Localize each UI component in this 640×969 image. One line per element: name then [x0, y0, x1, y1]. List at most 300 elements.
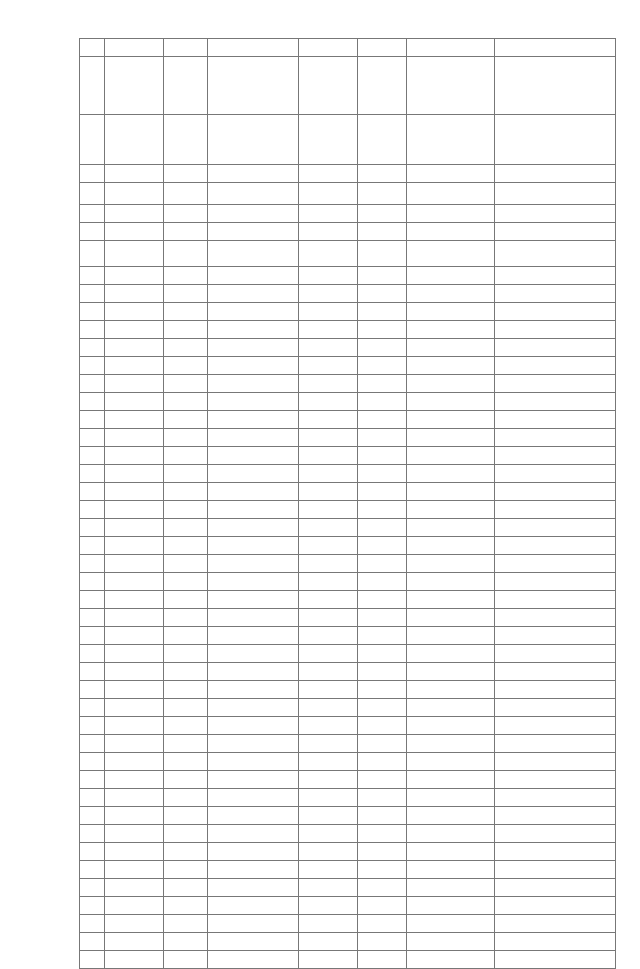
category-cell: [208, 861, 299, 879]
factor-cell: [407, 897, 495, 915]
factor-cell: [407, 223, 495, 241]
purpose-cell: [299, 115, 358, 165]
category-cell: [208, 843, 299, 861]
purpose-cell: [299, 573, 358, 591]
address-cell: [164, 753, 208, 771]
row-number: [80, 735, 105, 753]
purpose-cell: [299, 183, 358, 205]
area-cell: [358, 357, 407, 375]
area-cell: [358, 609, 407, 627]
factor-cell: [407, 465, 495, 483]
table-row: [80, 951, 616, 969]
table-row: [80, 303, 616, 321]
area-cell: [358, 57, 407, 115]
row-number: [80, 57, 105, 115]
cadastral-number: [105, 411, 164, 429]
category-cell: [208, 537, 299, 555]
value-cell: [495, 465, 616, 483]
area-cell: [358, 321, 407, 339]
factor-cell: [407, 357, 495, 375]
factor-cell: [407, 717, 495, 735]
address-cell: [164, 465, 208, 483]
value-cell: [495, 897, 616, 915]
purpose-cell: [299, 357, 358, 375]
value-cell: [495, 483, 616, 501]
category-cell: [208, 609, 299, 627]
factor-cell: [407, 807, 495, 825]
factor-cell: [407, 411, 495, 429]
area-cell: [358, 843, 407, 861]
row-number: [80, 951, 105, 969]
address-cell: [164, 807, 208, 825]
area-cell: [358, 591, 407, 609]
table-row: [80, 165, 616, 183]
purpose-cell: [299, 267, 358, 285]
row-number: [80, 897, 105, 915]
table-row: [80, 537, 616, 555]
purpose-cell: [299, 753, 358, 771]
purpose-cell: [299, 241, 358, 267]
category-cell: [208, 339, 299, 357]
table-row: [80, 393, 616, 411]
value-cell: [495, 267, 616, 285]
table-row: [80, 205, 616, 223]
value-cell: [495, 39, 616, 57]
cadastral-number: [105, 735, 164, 753]
purpose-cell: [299, 681, 358, 699]
area-cell: [358, 717, 407, 735]
category-cell: [208, 411, 299, 429]
row-number: [80, 771, 105, 789]
cadastral-number: [105, 57, 164, 115]
purpose-cell: [299, 699, 358, 717]
category-cell: [208, 357, 299, 375]
table-row: [80, 771, 616, 789]
cadastral-number: [105, 645, 164, 663]
table-row: [80, 897, 616, 915]
purpose-cell: [299, 717, 358, 735]
area-cell: [358, 897, 407, 915]
category-cell: [208, 897, 299, 915]
table-row: [80, 267, 616, 285]
address-cell: [164, 375, 208, 393]
cadastral-number: [105, 663, 164, 681]
purpose-cell: [299, 825, 358, 843]
cadastral-number: [105, 627, 164, 645]
address-cell: [164, 681, 208, 699]
value-cell: [495, 573, 616, 591]
category-cell: [208, 57, 299, 115]
area-cell: [358, 375, 407, 393]
cadastral-number: [105, 39, 164, 57]
factor-cell: [407, 519, 495, 537]
purpose-cell: [299, 879, 358, 897]
land-plot-table: [79, 38, 616, 969]
value-cell: [495, 165, 616, 183]
value-cell: [495, 735, 616, 753]
factor-cell: [407, 789, 495, 807]
area-cell: [358, 861, 407, 879]
row-number: [80, 933, 105, 951]
row-number: [80, 465, 105, 483]
category-cell: [208, 223, 299, 241]
factor-cell: [407, 681, 495, 699]
table-row: [80, 717, 616, 735]
category-cell: [208, 165, 299, 183]
factor-cell: [407, 57, 495, 115]
category-cell: [208, 241, 299, 267]
row-number: [80, 519, 105, 537]
row-number: [80, 537, 105, 555]
address-cell: [164, 861, 208, 879]
category-cell: [208, 627, 299, 645]
factor-cell: [407, 303, 495, 321]
purpose-cell: [299, 483, 358, 501]
category-cell: [208, 753, 299, 771]
table-row: [80, 879, 616, 897]
value-cell: [495, 627, 616, 645]
category-cell: [208, 285, 299, 303]
area-cell: [358, 699, 407, 717]
cadastral-number: [105, 933, 164, 951]
cadastral-number: [105, 267, 164, 285]
row-number: [80, 321, 105, 339]
area-cell: [358, 393, 407, 411]
table-row: [80, 241, 616, 267]
purpose-cell: [299, 285, 358, 303]
purpose-cell: [299, 321, 358, 339]
address-cell: [164, 609, 208, 627]
category-cell: [208, 321, 299, 339]
factor-cell: [407, 241, 495, 267]
purpose-cell: [299, 223, 358, 241]
purpose-cell: [299, 429, 358, 447]
address-cell: [164, 205, 208, 223]
value-cell: [495, 825, 616, 843]
value-cell: [495, 951, 616, 969]
address-cell: [164, 165, 208, 183]
purpose-cell: [299, 205, 358, 223]
row-number: [80, 183, 105, 205]
table-row: [80, 483, 616, 501]
table-row: [80, 591, 616, 609]
cadastral-number: [105, 555, 164, 573]
purpose-cell: [299, 915, 358, 933]
category-cell: [208, 591, 299, 609]
purpose-cell: [299, 735, 358, 753]
cadastral-number: [105, 241, 164, 267]
row-number: [80, 165, 105, 183]
factor-cell: [407, 321, 495, 339]
row-number: [80, 241, 105, 267]
value-cell: [495, 717, 616, 735]
category-cell: [208, 789, 299, 807]
row-number: [80, 411, 105, 429]
value-cell: [495, 285, 616, 303]
value-cell: [495, 555, 616, 573]
area-cell: [358, 555, 407, 573]
value-cell: [495, 339, 616, 357]
cadastral-number: [105, 465, 164, 483]
category-cell: [208, 375, 299, 393]
area-cell: [358, 205, 407, 223]
address-cell: [164, 447, 208, 465]
address-cell: [164, 879, 208, 897]
table-row: [80, 465, 616, 483]
table-row: [80, 39, 616, 57]
value-cell: [495, 699, 616, 717]
cadastral-number: [105, 339, 164, 357]
factor-cell: [407, 165, 495, 183]
purpose-cell: [299, 609, 358, 627]
area-cell: [358, 663, 407, 681]
address-cell: [164, 735, 208, 753]
purpose-cell: [299, 807, 358, 825]
cadastral-number: [105, 717, 164, 735]
factor-cell: [407, 339, 495, 357]
row-number: [80, 609, 105, 627]
value-cell: [495, 429, 616, 447]
address-cell: [164, 645, 208, 663]
address-cell: [164, 39, 208, 57]
address-cell: [164, 303, 208, 321]
table-row: [80, 411, 616, 429]
factor-cell: [407, 933, 495, 951]
cadastral-number: [105, 357, 164, 375]
category-cell: [208, 681, 299, 699]
area-cell: [358, 267, 407, 285]
row-number: [80, 555, 105, 573]
area-cell: [358, 771, 407, 789]
category-cell: [208, 915, 299, 933]
factor-cell: [407, 483, 495, 501]
category-cell: [208, 807, 299, 825]
factor-cell: [407, 555, 495, 573]
area-cell: [358, 753, 407, 771]
purpose-cell: [299, 465, 358, 483]
purpose-cell: [299, 789, 358, 807]
cadastral-number: [105, 223, 164, 241]
cadastral-number: [105, 321, 164, 339]
value-cell: [495, 205, 616, 223]
purpose-cell: [299, 951, 358, 969]
purpose-cell: [299, 39, 358, 57]
address-cell: [164, 411, 208, 429]
table-row: [80, 825, 616, 843]
factor-cell: [407, 771, 495, 789]
address-cell: [164, 897, 208, 915]
purpose-cell: [299, 165, 358, 183]
purpose-cell: [299, 771, 358, 789]
row-number: [80, 807, 105, 825]
address-cell: [164, 393, 208, 411]
value-cell: [495, 57, 616, 115]
table-row: [80, 699, 616, 717]
row-number: [80, 879, 105, 897]
factor-cell: [407, 393, 495, 411]
address-cell: [164, 591, 208, 609]
address-cell: [164, 627, 208, 645]
category-cell: [208, 717, 299, 735]
cadastral-number: [105, 501, 164, 519]
row-number: [80, 717, 105, 735]
purpose-cell: [299, 933, 358, 951]
category-cell: [208, 519, 299, 537]
row-number: [80, 375, 105, 393]
factor-cell: [407, 537, 495, 555]
cadastral-number: [105, 115, 164, 165]
table-row: [80, 223, 616, 241]
area-cell: [358, 879, 407, 897]
purpose-cell: [299, 519, 358, 537]
value-cell: [495, 663, 616, 681]
row-number: [80, 115, 105, 165]
category-cell: [208, 951, 299, 969]
factor-cell: [407, 501, 495, 519]
row-number: [80, 357, 105, 375]
value-cell: [495, 241, 616, 267]
row-number: [80, 789, 105, 807]
area-cell: [358, 735, 407, 753]
area-cell: [358, 39, 407, 57]
area-cell: [358, 537, 407, 555]
cadastral-number: [105, 753, 164, 771]
category-cell: [208, 663, 299, 681]
area-cell: [358, 825, 407, 843]
address-cell: [164, 573, 208, 591]
category-cell: [208, 771, 299, 789]
cadastral-number: [105, 483, 164, 501]
address-cell: [164, 555, 208, 573]
factor-cell: [407, 861, 495, 879]
row-number: [80, 429, 105, 447]
category-cell: [208, 879, 299, 897]
purpose-cell: [299, 501, 358, 519]
value-cell: [495, 591, 616, 609]
row-number: [80, 339, 105, 357]
row-number: [80, 627, 105, 645]
row-number: [80, 205, 105, 223]
category-cell: [208, 183, 299, 205]
factor-cell: [407, 573, 495, 591]
cadastral-number: [105, 205, 164, 223]
area-cell: [358, 303, 407, 321]
cadastral-number: [105, 951, 164, 969]
value-cell: [495, 501, 616, 519]
cadastral-number: [105, 915, 164, 933]
table-row: [80, 609, 616, 627]
area-cell: [358, 115, 407, 165]
factor-cell: [407, 843, 495, 861]
purpose-cell: [299, 339, 358, 357]
row-number: [80, 753, 105, 771]
area-cell: [358, 411, 407, 429]
table-row: [80, 807, 616, 825]
factor-cell: [407, 753, 495, 771]
table-row: [80, 115, 616, 165]
cadastral-number: [105, 393, 164, 411]
value-cell: [495, 807, 616, 825]
value-cell: [495, 115, 616, 165]
purpose-cell: [299, 57, 358, 115]
purpose-cell: [299, 303, 358, 321]
area-cell: [358, 223, 407, 241]
address-cell: [164, 825, 208, 843]
table-row: [80, 789, 616, 807]
value-cell: [495, 519, 616, 537]
purpose-cell: [299, 537, 358, 555]
factor-cell: [407, 429, 495, 447]
cadastral-number: [105, 609, 164, 627]
factor-cell: [407, 825, 495, 843]
category-cell: [208, 645, 299, 663]
value-cell: [495, 357, 616, 375]
row-number: [80, 39, 105, 57]
value-cell: [495, 537, 616, 555]
factor-cell: [407, 39, 495, 57]
area-cell: [358, 465, 407, 483]
category-cell: [208, 465, 299, 483]
cadastral-number: [105, 591, 164, 609]
category-cell: [208, 933, 299, 951]
table-row: [80, 357, 616, 375]
row-number: [80, 393, 105, 411]
row-number: [80, 285, 105, 303]
value-cell: [495, 771, 616, 789]
purpose-cell: [299, 447, 358, 465]
value-cell: [495, 789, 616, 807]
cadastral-number: [105, 771, 164, 789]
row-number: [80, 501, 105, 519]
factor-cell: [407, 879, 495, 897]
cadastral-number: [105, 285, 164, 303]
area-cell: [358, 447, 407, 465]
purpose-cell: [299, 411, 358, 429]
table-row: [80, 57, 616, 115]
area-cell: [358, 807, 407, 825]
factor-cell: [407, 951, 495, 969]
row-number: [80, 483, 105, 501]
row-number: [80, 447, 105, 465]
row-number: [80, 915, 105, 933]
category-cell: [208, 573, 299, 591]
area-cell: [358, 519, 407, 537]
value-cell: [495, 393, 616, 411]
cadastral-number: [105, 447, 164, 465]
factor-cell: [407, 267, 495, 285]
cadastral-number: [105, 303, 164, 321]
factor-cell: [407, 447, 495, 465]
table-row: [80, 555, 616, 573]
area-cell: [358, 339, 407, 357]
table-row: [80, 627, 616, 645]
cadastral-number: [105, 573, 164, 591]
factor-cell: [407, 285, 495, 303]
area-cell: [358, 573, 407, 591]
cadastral-number: [105, 789, 164, 807]
address-cell: [164, 429, 208, 447]
address-cell: [164, 951, 208, 969]
value-cell: [495, 915, 616, 933]
factor-cell: [407, 591, 495, 609]
address-cell: [164, 183, 208, 205]
address-cell: [164, 241, 208, 267]
area-cell: [358, 285, 407, 303]
cadastral-number: [105, 897, 164, 915]
address-cell: [164, 223, 208, 241]
area-cell: [358, 241, 407, 267]
table-row: [80, 735, 616, 753]
